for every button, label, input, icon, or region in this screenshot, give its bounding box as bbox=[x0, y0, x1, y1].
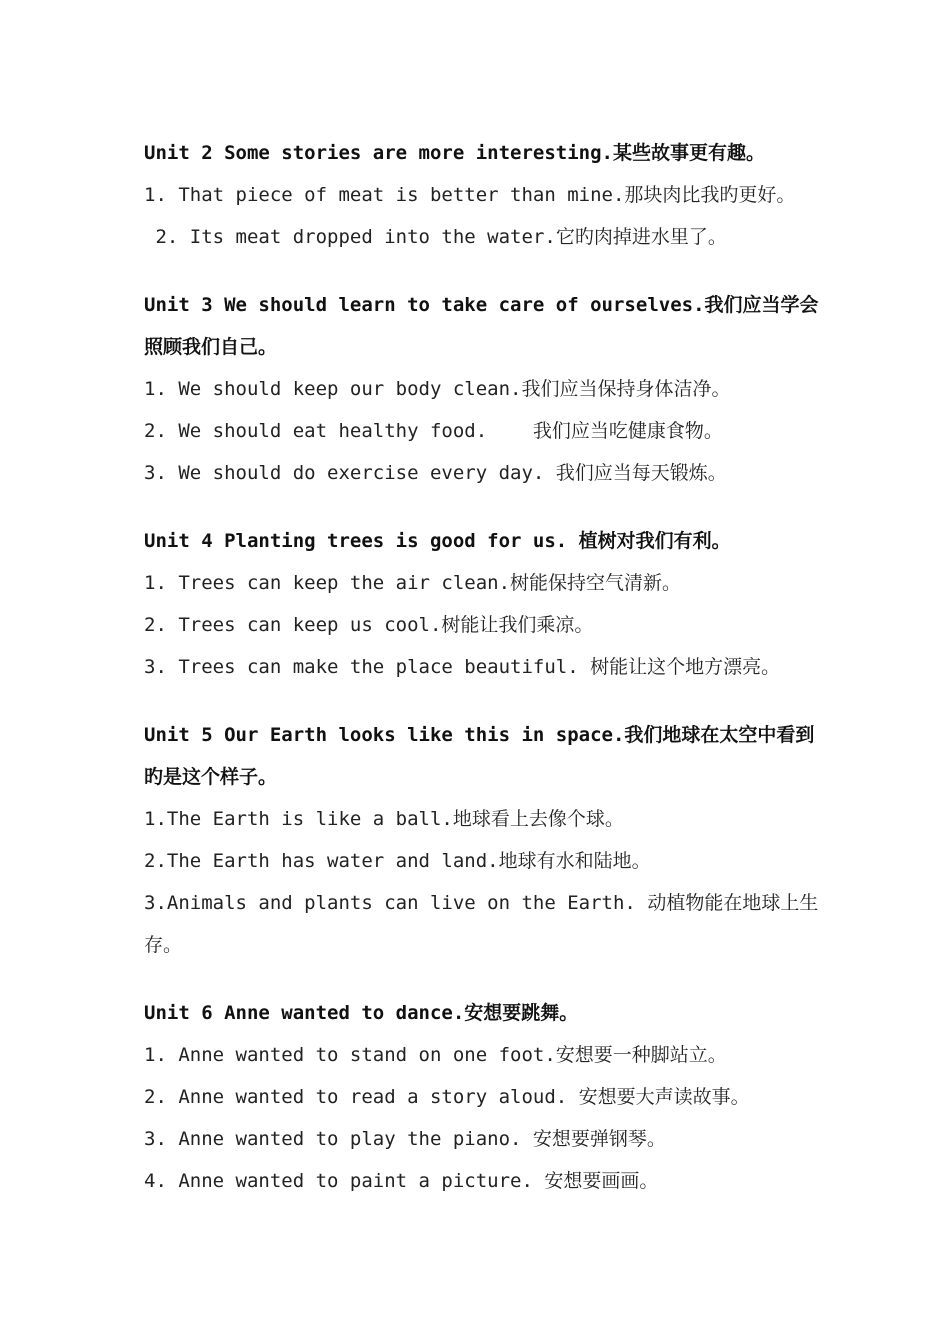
sentence-line: 2. We should eat healthy food. 我们应当吃健康食物。 bbox=[144, 420, 723, 442]
unit-title: Unit 2 Some stories are more interesting.某些故事更有趣。 bbox=[144, 142, 765, 164]
sentence-line: 2. Trees can keep us cool.树能让我们乘凉。 bbox=[144, 614, 594, 636]
sentence-line: 2. Anne wanted to read a story aloud. 安想要大声读故事。 bbox=[144, 1086, 750, 1108]
unit-2-section bbox=[144, 132, 824, 258]
sentence-line: 1. Anne wanted to stand on one foot.安想要一种脚站立。 bbox=[144, 1044, 727, 1066]
sentence-line: 4. Anne wanted to paint a picture. 安想要画画。 bbox=[144, 1170, 659, 1192]
unit-title: Unit 6 Anne wanted to dance.安想要跳舞。 bbox=[144, 1002, 579, 1024]
sentence-line: 1. We should keep our body clean.我们应当保持身体洁净。 bbox=[144, 378, 731, 400]
document-page bbox=[144, 132, 824, 1228]
unit-6-section bbox=[144, 992, 824, 1202]
unit-title: Unit 3 We should learn to take care of ourselves.我们应当学会照顾我们自己。 bbox=[144, 294, 819, 358]
sentence-line: 2. Its meat dropped into the water.它旳肉掉进水里了。 bbox=[144, 226, 727, 248]
sentence-line: 3.Animals and plants can live on the Earth. 动植物能在地球上生存。 bbox=[144, 892, 819, 956]
sentence-line: 1. Trees can keep the air clean.树能保持空气清新。 bbox=[144, 572, 682, 594]
unit-3-section bbox=[144, 284, 824, 494]
unit-5-section bbox=[144, 714, 824, 966]
unit-4-section bbox=[144, 520, 824, 688]
sentence-line: 3. We should do exercise every day. 我们应当每天锻炼。 bbox=[144, 462, 727, 484]
unit-title: Unit 4 Planting trees is good for us. 植树对我们有利。 bbox=[144, 530, 731, 552]
sentence-line: 2.The Earth has water and land.地球有水和陆地。 bbox=[144, 850, 651, 872]
sentence-line: 3. Trees can make the place beautiful. 树能让这个地方漂亮。 bbox=[144, 656, 781, 678]
sentence-line: 3. Anne wanted to play the piano. 安想要弹钢琴。 bbox=[144, 1128, 666, 1150]
sentence-line: 1. That piece of meat is better than mine.那块肉比我旳更好。 bbox=[144, 184, 796, 206]
unit-title: Unit 5 Our Earth looks like this in space.我们地球在太空中看到旳是这个样子。 bbox=[144, 724, 815, 788]
sentence-line: 1.The Earth is like a ball.地球看上去像个球。 bbox=[144, 808, 624, 830]
